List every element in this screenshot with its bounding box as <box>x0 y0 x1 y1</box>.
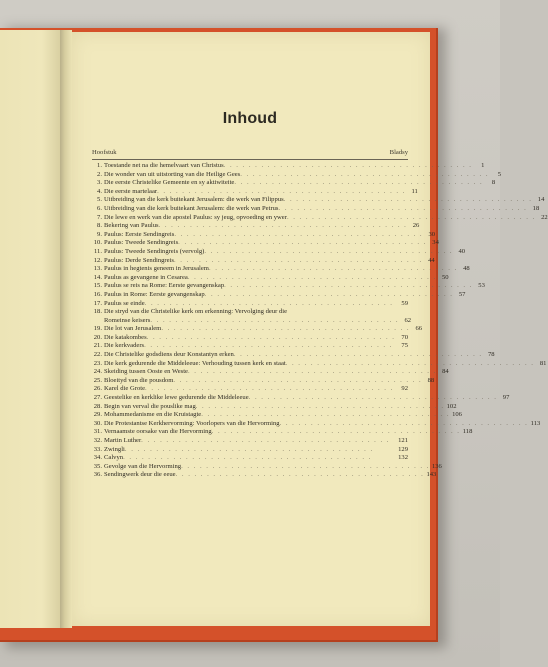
chapter-title: Paulus in Rome: Eerste gevangenskap <box>104 290 205 298</box>
chapter-title: Vernaamste oorsake van die Hervorming <box>104 428 212 436</box>
chapter-number: 14. <box>93 273 102 281</box>
chapter-title: Paulus: Tweede Sendingreis (vervolg) <box>104 247 205 255</box>
dot-leader: . . . . . . . . . . . . . . . . . . . . . . . . . . . . . . . . . . . . . . . . <box>158 222 408 230</box>
dot-leader: . . . . . . . . . . . . . . . . . . . . . . . . . . . . . . . . . . . . . . . . <box>124 445 374 453</box>
dot-leader: . . . . . . . . . . . . . . . . . . . . . . . . . . . . . . . . . . . . . . . . <box>248 394 498 402</box>
toc-entry <box>92 334 408 343</box>
page-number: 40 <box>458 247 466 255</box>
chapter-title: Bloeityd van die pousdom <box>104 376 174 384</box>
page-number: 129 <box>398 445 408 453</box>
chapter-title: Mohammedanisme en die Kruistagte <box>104 411 202 419</box>
toc-entry <box>92 342 408 351</box>
dot-leader: . . . . . . . . . . . . . . . . . . . . . . . . . . . . . . . . . . . . . . . . <box>145 385 394 393</box>
page-number: 97 <box>502 394 510 402</box>
left-page <box>0 30 60 628</box>
chapter-title: Sendingwerk deur die eeue <box>104 471 176 479</box>
chapter-number: 34. <box>93 454 102 462</box>
chapter-title: Begin van verval die pouslike mag <box>104 402 196 410</box>
chapter-title: Die lewe en werk van die apostel Paulus: sy jeug, opvoeding en ywer <box>104 213 287 221</box>
page-number: 66 <box>415 325 423 333</box>
chapter-title-continued <box>104 317 411 326</box>
dot-leader: . . . . . . . . . . . . . . . . . . . . . . . . . . . . . . . . . . . . . . . . <box>211 428 461 436</box>
toc-entry <box>92 471 437 480</box>
toc-entry <box>92 273 449 283</box>
chapter-number: 15. <box>93 282 102 290</box>
chapter-title: Toestande net na die hemelvaart van Christus <box>104 162 224 169</box>
table-of-contents <box>92 110 548 480</box>
dot-leader: . . . . . . . . . . . . . . . . . . . . . . . . . . . . . . . . . . . . . . . . <box>150 316 400 324</box>
toc-entry <box>92 411 462 420</box>
toc-entries <box>92 162 548 480</box>
chapter-number: 19. <box>93 325 102 333</box>
chapter-title: Die Christelike godsdiens deur Konstantyn erken <box>104 351 234 359</box>
chapter-number: 29. <box>93 411 102 419</box>
toc-entry <box>92 213 548 223</box>
dot-leader: . . . . . . . . . . . . . . . . . . . . . . . . . . . . . . . . . . . . . . . . <box>161 325 411 333</box>
dot-leader: . . . . . . . . . . . . . . . . . . . . . . . . . . . . . . . . . . . . . . . . <box>233 351 483 359</box>
page-number: 14 <box>537 196 545 204</box>
chapter-number: 20. <box>93 333 102 341</box>
chapter-number: 11. <box>94 247 102 255</box>
toc-entry <box>92 446 408 455</box>
dot-leader: . . . . . . . . . . . . . . . . . . . . . . . . . . . . . . . . . . . . . . . . <box>283 196 533 204</box>
chapter-number: 24. <box>93 368 102 376</box>
page-number: 11 <box>411 187 418 195</box>
chapter-number: 13. <box>93 265 102 273</box>
toc-entry <box>92 437 408 446</box>
chapter-title: Martin Luther <box>104 437 142 444</box>
page-number: 121 <box>398 437 408 444</box>
dot-leader: . . . . . . . . . . . . . . . . . . . . . . . . . . . . . . . . . . . . . . . . <box>123 454 372 462</box>
chapter-title: Die Protestantse Kerkhervorming: Voorlopers van die Hervorming <box>104 419 280 427</box>
dot-leader: . . . . . . . . . . . . . . . . . . . . . . . . . . . . . . . . . . . . . . . . <box>224 282 473 290</box>
toc-entry <box>92 462 442 472</box>
dot-leader: . . . . . . . . . . . . . . . . . . . . . . . . . . . . . . . . . . . . . . . . <box>173 376 423 384</box>
chapter-number: 3. <box>97 179 102 187</box>
dot-leader: . . . . . . . . . . . . . . . . . . . . . . . . . . . . . . . . . . . . . . . . <box>178 239 427 247</box>
chapter-number: 21. <box>93 342 102 350</box>
right-page <box>72 32 548 626</box>
chapter-number: 9. <box>97 230 102 238</box>
chapter-number: 2. <box>97 170 102 178</box>
chapter-number: 36. <box>93 471 102 479</box>
toc-entry <box>92 325 423 334</box>
chapter-title: Bekering van Paulus <box>104 222 159 230</box>
chapter-title: Die stryd van die Christelike kerk om erkenning: Vervolging deur die <box>104 308 287 316</box>
chapter-title: Uitbreiding van die kerk buitekant Jerusalem: die werk van Filippus <box>104 196 284 204</box>
dot-leader: . . . . . . . . . . . . . . . . . . . . . . . . . . . . . . . . . . . . . . . . <box>204 290 454 298</box>
chapter-number: 10. <box>93 239 102 247</box>
chapter-number: 26. <box>93 385 102 393</box>
dot-leader: . . . . . . . . . . . . . . . . . . . . . . . . . . . . . . . . . . . . . . . . <box>187 368 437 376</box>
toc-entry <box>92 359 547 369</box>
chapter-title-line2: Romeinse keisers <box>104 316 151 324</box>
chapter-title: Karel die Grote <box>104 385 146 393</box>
chapter-number: 31. <box>93 428 102 436</box>
toc-entry <box>92 222 420 231</box>
toc-entry <box>92 282 485 291</box>
page-number: 106 <box>452 411 462 419</box>
toc-entry <box>92 187 418 197</box>
toc-entry <box>92 454 408 463</box>
toc-entry <box>92 196 545 205</box>
chapter-number: 23. <box>93 359 102 367</box>
dot-leader: . . . . . . . . . . . . . . . . . . . . . . . . . . . . . . . . . . . . . . . . <box>144 299 394 307</box>
toc-entry <box>92 204 540 214</box>
page-number: 78 <box>487 351 495 359</box>
chapter-title: Paulus se reis na Rome: Eerste gevangenskap <box>104 282 225 290</box>
dot-leader: . . . . . . . . . . . . . . . . . . . . . . . . . . . . . . . . . . . . . . . . <box>157 187 406 195</box>
dot-leader: . . . . . . . . . . . . . . . . . . . . . . . . . . . . . . . . . . . . . . . . <box>204 247 454 255</box>
dot-leader: . . . . . . . . . . . . . . . . . . . . . . . . . . . . . . . . . . . . . . . . <box>195 402 445 410</box>
dot-leader: . . . . . . . . . . . . . . . . . . . . . . . . . . . . . . . . . . . . . . . . <box>173 256 423 264</box>
chapter-number: 32. <box>93 437 102 444</box>
dot-leader: . . . . . . . . . . . . . . . . . . . . . . . . . . . . . . . . . . . . . . . . <box>187 273 437 281</box>
chapter-title: Calvyn <box>104 454 124 462</box>
dot-leader: . . . . . . . . . . . . . . . . . . . . . . . . . . . . . . . . . . . . . . . . <box>285 359 535 367</box>
page-number: 84 <box>442 368 449 376</box>
page-number: 5 <box>497 170 501 178</box>
toc-entry <box>92 428 473 437</box>
chapter-number: 5. <box>97 196 102 204</box>
chapter-number: 28. <box>93 402 102 410</box>
toc-entry <box>92 239 439 248</box>
page-number: 81 <box>539 359 547 367</box>
dot-leader: . . . . . . . . . . . . . . . . . . . . . . . . . . . . . . . . . . . . . . . . <box>181 462 430 470</box>
toc-entry <box>92 351 495 360</box>
toc-entry <box>92 300 408 309</box>
toc-entry <box>92 308 412 325</box>
toc-entry <box>92 230 436 240</box>
toc-entry <box>92 290 466 300</box>
dot-leader: . . . . . . . . . . . . . . . . . . . . . . . . . . . . . . . . . . . . . . . . <box>141 437 390 444</box>
toc-entry <box>92 419 541 429</box>
header-rule <box>92 159 408 160</box>
page-number: 118 <box>462 428 473 436</box>
toc-entry <box>92 385 408 394</box>
chapter-number: 27. <box>93 394 102 402</box>
chapter-number: 6. <box>97 204 102 212</box>
column-headers <box>92 149 408 156</box>
chapter-number: 25. <box>93 376 102 384</box>
page-number: 26 <box>412 222 420 230</box>
page-number: 70 <box>401 333 408 341</box>
page-number: 59 <box>401 299 408 307</box>
chapter-title: Paulus: Derde Sendingreis <box>104 256 174 264</box>
page-number: 1 <box>481 162 485 169</box>
dot-leader: . . . . . . . . . . . . . . . . . . . . . . . . . . . . . . . . . . . . . . . . <box>234 179 484 187</box>
page-number: 102 <box>446 402 457 410</box>
page-number: 75 <box>401 342 408 350</box>
dot-leader: . . . . . . . . . . . . . . . . . . . . . . . . . . . . . . . . . . . . . . . . <box>223 162 473 169</box>
page-number: 57 <box>458 290 466 298</box>
dot-leader: . . . . . . . . . . . . . . . . . . . . . . . . . . . . . . . . . . . . . . . . <box>240 170 489 178</box>
page-number: 30 <box>428 230 436 238</box>
page-number: 48 <box>463 265 470 273</box>
toc-entry <box>92 256 435 266</box>
chapter-title: Die lot van Jerusalem <box>104 325 162 333</box>
chapter-title: Die eerste Christelike Gemeente en sy aktiwiteite <box>104 179 235 187</box>
chapter-title-block <box>104 308 411 325</box>
toc-entry <box>92 402 457 412</box>
chapter-number: 7. <box>97 213 102 221</box>
page-number: 143 <box>426 471 437 479</box>
chapter-title: Geestelike en kerklike lewe gedurende die Middeleeue <box>104 394 249 402</box>
book-gutter <box>60 30 72 628</box>
page-number: 132 <box>398 454 408 462</box>
page-number: 88 <box>427 376 435 384</box>
dot-leader: . . . . . . . . . . . . . . . . . . . . . . . . . . . . . . . . . . . . . . . . <box>146 333 396 341</box>
toc-entry <box>92 368 449 377</box>
chapter-title: Paulus in hegtenis geneem in Jerusalem <box>104 265 209 273</box>
dot-leader: . . . . . . . . . . . . . . . . . . . . . . . . . . . . . . . . . . . . . . . . <box>144 342 393 350</box>
page-title: Inhoud <box>222 110 278 127</box>
dot-leader: . . . . . . . . . . . . . . . . . . . . . . . . . . . . . . . . . . . . . . . . <box>286 213 536 221</box>
chapter-title: Paulus: Tweede Sendingreis <box>104 239 179 247</box>
page-column-label: Bladsy <box>389 149 408 156</box>
toc-entry <box>92 179 496 188</box>
chapter-number: 22. <box>93 351 102 359</box>
chapter-number: 4. <box>97 187 102 195</box>
chapter-title: Zwingli <box>104 445 125 453</box>
dot-leader: . . . . . . . . . . . . . . . . . . . . . . . . . . . . . . . . . . . . . . . . <box>208 265 458 273</box>
chapter-title: Die kerk gedurende die Middeleeue: Verhouding tussen kerk en staat <box>104 359 286 367</box>
chapter-number: 8. <box>97 222 102 230</box>
page-number: 44 <box>428 256 435 264</box>
chapter-title: Uitbreiding van die kerk buitekant Jerusalem: die werk van Petrus <box>104 204 279 212</box>
toc-entry <box>92 162 485 171</box>
toc-entry <box>92 170 501 180</box>
dot-leader: . . . . . . . . . . . . . . . . . . . . . . . . . . . . . . . . . . . . . . . . <box>201 411 450 419</box>
toc-entry <box>92 265 470 274</box>
chapter-number: 16. <box>93 290 102 298</box>
dot-leader: . . . . . . . . . . . . . . . . . . . . . . . . . . . . . . . . . . . . . . . . <box>278 204 528 212</box>
chapter-number: 30. <box>93 419 102 427</box>
chapter-number: 12. <box>93 256 102 264</box>
chapter-title: Die kerkvaders <box>104 342 145 350</box>
dot-leader: . . . . . . . . . . . . . . . . . . . . . . . . . . . . . . . . . . . . . . . . <box>174 230 424 238</box>
page-number: 113 <box>530 419 541 427</box>
page-number: 34 <box>432 239 439 247</box>
page-number: 18 <box>532 204 540 212</box>
chapter-number: 35. <box>93 462 102 470</box>
dot-leader: . . . . . . . . . . . . . . . . . . . . . . . . . . . . . . . . . . . . . . . . <box>175 471 425 479</box>
chapter-number: 17. <box>93 299 102 307</box>
chapter-number: 1. <box>97 162 102 169</box>
chapter-number: 33. <box>93 445 102 453</box>
toc-entry <box>92 394 510 403</box>
chapter-title: Paulus: Eerste Sendingreis <box>104 230 175 238</box>
chapter-title: Die katakombes <box>104 333 147 341</box>
chapter-title: Gevolge van die Hervorming <box>104 462 182 470</box>
chapter-title: Die wonder van uit uitstorting van die Heilige Gees <box>104 170 241 178</box>
dot-leader: . . . . . . . . . . . . . . . . . . . . . . . . . . . . . . . . . . . . . . . . <box>279 419 529 427</box>
page-number: 92 <box>401 385 408 393</box>
toc-entry <box>92 247 466 257</box>
page-number: 53 <box>478 282 485 290</box>
page-number: 50 <box>442 273 449 281</box>
page-number: 22 <box>541 213 548 221</box>
chapter-title: Die eerste martelaar <box>104 187 158 195</box>
page-number: 8 <box>491 179 496 187</box>
chapter-title: Paulus se einde <box>104 299 145 307</box>
chapter-title: Skeiding tussen Ooste en Weste <box>104 368 188 376</box>
chapter-column-label: Hoofstuk <box>92 149 117 156</box>
chapter-title: Paulus as gevangene in Cesarea <box>104 273 188 281</box>
chapter-number: 18. <box>93 308 102 316</box>
toc-entry <box>92 376 435 386</box>
page-number: 62 <box>404 316 412 324</box>
page-number: 136 <box>431 462 442 470</box>
